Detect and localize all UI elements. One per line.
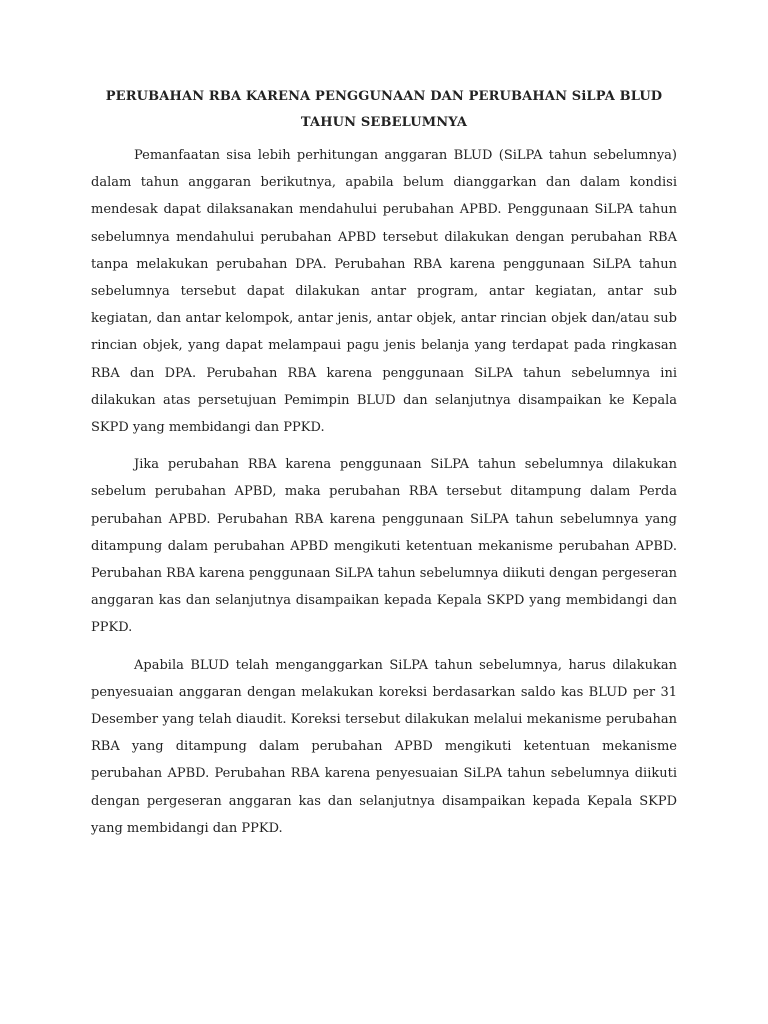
paragraph-1: Pemanfaatan sisa lebih perhitungan anggaran BLUD (SiLPA tahun sebelumnya) dalam tahun anggaran berikutnya, apabila belum dianggarkan dan dalam kondisi mendesak dapat dilaksanakan mendahului perubahan APBD. Penggunaan SiLPA tahun sebelumnya mendahului perubahan APBD tersebut dilakukan dengan perubahan RBA tanpa melakukan perubahan DPA. Perubahan RBA karena penggunaan SiLPA tahun sebelumnya tersebut dapat dilakukan antar program, antar kegiatan, antar sub kegiatan, dan antar kelompok, antar jenis, antar objek, antar rincian objek dan/atau sub rincian objek, yang dapat melampaui pagu jenis belanja yang terdapat pada ringkasan RBA dan DPA. Perubahan RBA karena penggunaan SiLPA tahun sebelumnya ini dilakukan atas persetujuan Pemimpin BLUD dan selanjutnya disampaikan ke Kepala SKPD yang membidangi dan PPKD. [91, 148, 677, 436]
title-line-1: PERUBAHAN RBA KARENA PENGGUNAAN DAN PERUBAHAN SiLPA BLUD [105, 89, 663, 104]
document-title [91, 84, 677, 136]
paragraph-2: Jika perubahan RBA karena penggunaan SiLPA tahun sebelumnya dilakukan sebelum perubahan APBD, maka perubahan RBA tersebut ditampung dalam Perda perubahan APBD. Perubahan RBA karena penggunaan SiLPA tahun sebelumnya yang ditampung dalam perubahan APBD mengikuti ketentuan mekanisme perubahan APBD. Perubahan RBA karena penggunaan SiLPA tahun sebelumnya diikuti dengan pergeseran anggaran kas dan selanjutnya disampaikan kepada Kepala SKPD yang membidangi dan PPKD. [91, 457, 677, 636]
document-page [91, 84, 677, 842]
paragraph-3: Apabila BLUD telah menganggarkan SiLPA tahun sebelumnya, harus dilakukan penyesuaian anggaran dengan melakukan koreksi berdasarkan saldo kas BLUD per 31 Desember yang telah diaudit. Koreksi tersebut dilakukan melalui mekanisme perubahan RBA yang ditampung dalam perubahan APBD mengikuti ketentuan mekanisme perubahan APBD. Perubahan RBA karena penyesuaian SiLPA tahun sebelumnya diikuti dengan pergeseran anggaran kas dan selanjutnya disampaikan kepada Kepala SKPD yang membidangi dan PPKD. [91, 657, 677, 836]
title-line-2: TAHUN SEBELUMNYA [300, 115, 468, 130]
